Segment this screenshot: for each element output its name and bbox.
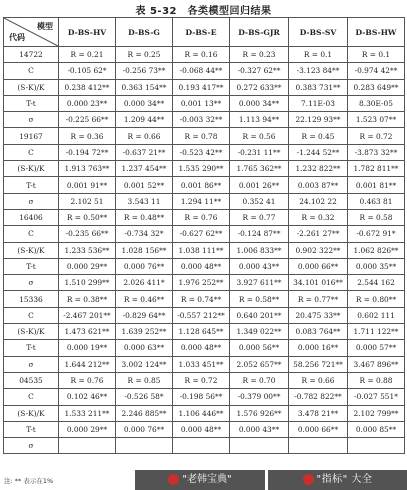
value-cell: -0.782 822** <box>289 389 348 405</box>
value-cell: -0.124 87** <box>230 226 289 242</box>
value-cell: 0.000 76** <box>116 421 173 437</box>
value-cell: 3.478 21** <box>289 405 348 421</box>
value-cell: -0.379 00** <box>230 389 289 405</box>
value-cell <box>116 438 173 454</box>
value-cell: -2.467 201** <box>59 307 116 323</box>
value-cell: 3.927 611** <box>230 275 289 291</box>
value-cell: 0.000 34** <box>116 95 173 111</box>
value-cell: R = 0.78 <box>173 128 230 144</box>
value-cell: R = 0.50** <box>59 209 116 225</box>
value-cell: 1.237 454** <box>116 161 173 177</box>
value-cell: 0.000 76** <box>116 258 173 274</box>
row-label-cell: 16406 <box>4 209 59 225</box>
value-cell: 0.000 16** <box>289 340 348 356</box>
value-cell: 1.510 299** <box>59 275 116 291</box>
table-row <box>4 95 405 111</box>
value-cell: R = 0.77** <box>289 291 348 307</box>
value-cell: 0.352 41 <box>230 193 289 209</box>
value-cell: R = 0.70 <box>230 372 289 388</box>
table-title: 表 5-32 各类模型回归结果 <box>135 6 272 17</box>
table-row <box>4 389 405 405</box>
row-label-cell: C <box>4 144 59 160</box>
corner-code-label: 代码 <box>9 32 25 42</box>
value-cell: -0.523 42** <box>173 144 230 160</box>
row-label-cell: T-t <box>4 340 59 356</box>
value-cell: 1.006 833** <box>230 242 289 258</box>
row-label-cell: (S-K)/K <box>4 161 59 177</box>
value-cell: -0.557 212** <box>173 307 230 323</box>
value-cell: -0.235 66** <box>59 226 116 242</box>
value-cell: 1.976 252** <box>173 275 230 291</box>
value-cell: 20.475 33** <box>289 307 348 323</box>
table-row <box>4 47 405 63</box>
value-cell: 0.000 85** <box>348 421 405 437</box>
value-cell: R = 0.46** <box>116 291 173 307</box>
value-cell: 0.000 43** <box>230 258 289 274</box>
value-cell: -0.225 66** <box>59 112 116 128</box>
value-cell: 0.193 417** <box>173 79 230 95</box>
table-row <box>4 356 405 372</box>
value-cell: -0.198 56** <box>173 389 230 405</box>
value-cell <box>289 438 348 454</box>
value-cell: R = 0.32 <box>289 209 348 225</box>
value-cell: -0.256 73** <box>116 63 173 79</box>
table-row <box>4 258 405 274</box>
value-cell: 0.001 26** <box>230 177 289 193</box>
value-cell: -1.244 52** <box>289 144 348 160</box>
value-cell: R = 0.21 <box>59 47 116 63</box>
value-cell: 1.294 11** <box>173 193 230 209</box>
value-cell: 0.383 731** <box>289 79 348 95</box>
value-cell: R = 0.36 <box>59 128 116 144</box>
row-label-cell: σ <box>4 112 59 128</box>
value-cell: 0.640 201** <box>230 307 289 323</box>
table-row <box>4 63 405 79</box>
value-cell: 1.711 122** <box>348 324 405 340</box>
value-cell <box>230 438 289 454</box>
value-cell: 1.033 451** <box>173 356 230 372</box>
value-cell: R = 0.85 <box>116 372 173 388</box>
value-cell: R = 0.23 <box>230 47 289 63</box>
value-cell: 2.026 411* <box>116 275 173 291</box>
value-cell: 0.000 57** <box>348 340 405 356</box>
value-cell: -0.627 62** <box>173 226 230 242</box>
value-cell: 1.576 926** <box>230 405 289 421</box>
row-label-cell: T-t <box>4 421 59 437</box>
value-cell: R = 0.77 <box>230 209 289 225</box>
value-cell: 0.003 87** <box>289 177 348 193</box>
value-cell: R = 0.76 <box>59 372 116 388</box>
value-cell: 0.602 111 <box>348 307 405 323</box>
watermark-left-text: "老韩宝典" <box>182 474 232 485</box>
value-cell: 3.467 896** <box>348 356 405 372</box>
value-cell <box>348 438 405 454</box>
value-cell: R = 0.16 <box>173 47 230 63</box>
value-cell: -0.734 32* <box>116 226 173 242</box>
value-cell: R = 0.1 <box>348 47 405 63</box>
row-label-cell: (S-K)/K <box>4 242 59 258</box>
corner-header-cell <box>4 18 59 47</box>
table-row <box>4 209 405 225</box>
value-cell <box>173 438 230 454</box>
value-cell: 0.102 46** <box>59 389 116 405</box>
row-label-cell: σ <box>4 193 59 209</box>
value-cell: -0.526 58* <box>116 389 173 405</box>
value-cell: 1.782 811** <box>348 161 405 177</box>
table-row <box>4 226 405 242</box>
row-label-cell: T-t <box>4 95 59 111</box>
column-header: D-BS-GJR <box>230 18 289 47</box>
row-label-cell: 15336 <box>4 291 59 307</box>
table-row <box>4 144 405 160</box>
table-row <box>4 421 405 437</box>
row-label-cell: C <box>4 226 59 242</box>
value-cell: -0.027 551* <box>348 389 405 405</box>
table-row <box>4 324 405 340</box>
value-cell: -2.261 27** <box>289 226 348 242</box>
value-cell: -0.672 91* <box>348 226 405 242</box>
header-row <box>4 18 405 47</box>
row-label-cell: C <box>4 307 59 323</box>
value-cell: 0.000 48** <box>173 421 230 437</box>
results-table <box>3 17 405 454</box>
value-cell: 0.363 154** <box>116 79 173 95</box>
value-cell: R = 0.88 <box>348 372 405 388</box>
value-cell: 1.765 362** <box>230 161 289 177</box>
value-cell: 0.902 322** <box>289 242 348 258</box>
column-header: D-BS-E <box>173 18 230 47</box>
value-cell: 0.000 48** <box>173 258 230 274</box>
wechat-icon <box>168 474 179 485</box>
value-cell: 0.000 35** <box>348 258 405 274</box>
table-row <box>4 340 405 356</box>
row-label-cell: (S-K)/K <box>4 79 59 95</box>
table-row <box>4 193 405 209</box>
value-cell: R = 0.72 <box>348 128 405 144</box>
row-label-cell: C <box>4 63 59 79</box>
value-cell: 1.535 290** <box>173 161 230 177</box>
row-label-cell: (S-K)/K <box>4 405 59 421</box>
value-cell: -0.003 32** <box>173 112 230 128</box>
row-label-cell: T-t <box>4 177 59 193</box>
watermark-right-text: "指标" 大全 <box>316 474 373 485</box>
value-cell: 2.102 51 <box>59 193 116 209</box>
table-row <box>4 372 405 388</box>
value-cell: R = 0.25 <box>116 47 173 63</box>
value-cell: 0.000 48** <box>173 340 230 356</box>
table-row <box>4 161 405 177</box>
corner-model-label: 模型 <box>37 21 53 31</box>
value-cell: -0.194 72** <box>59 144 116 160</box>
value-cell: 0.272 633** <box>230 79 289 95</box>
value-cell: 1.106 446** <box>173 405 230 421</box>
value-cell: R = 0.56 <box>230 128 289 144</box>
table-row <box>4 177 405 193</box>
value-cell: 1.209 44** <box>116 112 173 128</box>
value-cell: 3.543 11 <box>116 193 173 209</box>
value-cell: -0.974 42** <box>348 63 405 79</box>
table-row <box>4 307 405 323</box>
value-cell: 0.000 34** <box>230 95 289 111</box>
table-row <box>4 291 405 307</box>
wechat-icon <box>303 474 314 485</box>
value-cell: 0.000 63** <box>116 340 173 356</box>
value-cell: -3.123 84** <box>289 63 348 79</box>
value-cell: 0.000 19** <box>59 340 116 356</box>
value-cell: 2.052 657** <box>230 356 289 372</box>
watermark-right <box>268 470 407 490</box>
value-cell: 0.238 412** <box>59 79 116 95</box>
value-cell: 2.102 799** <box>348 405 405 421</box>
value-cell: 0.000 23** <box>59 95 116 111</box>
value-cell: 34.101 016** <box>289 275 348 291</box>
row-label-cell: σ <box>4 356 59 372</box>
table-row <box>4 112 405 128</box>
value-cell: 0.000 29** <box>59 258 116 274</box>
value-cell: 2.246 885** <box>116 405 173 421</box>
value-cell: R = 0.76 <box>173 209 230 225</box>
value-cell: R = 0.58 <box>348 209 405 225</box>
value-cell: 22.129 93** <box>289 112 348 128</box>
value-cell: 1.523 07** <box>348 112 405 128</box>
value-cell: 1.913 763** <box>59 161 116 177</box>
value-cell <box>59 438 116 454</box>
value-cell: -0.829 64** <box>116 307 173 323</box>
row-label-cell: 14722 <box>4 47 59 63</box>
value-cell: R = 0.66 <box>116 128 173 144</box>
table-row <box>4 242 405 258</box>
value-cell: 0.283 649** <box>348 79 405 95</box>
value-cell: 0.083 764** <box>289 324 348 340</box>
row-label-cell: σ <box>4 438 59 454</box>
value-cell: 0.463 81 <box>348 193 405 209</box>
value-cell: -0.637 21** <box>116 144 173 160</box>
value-cell: 1.639 252** <box>116 324 173 340</box>
value-cell: R = 0.58** <box>230 291 289 307</box>
value-cell: 0.000 66** <box>289 258 348 274</box>
value-cell: 1.232 822** <box>289 161 348 177</box>
value-cell: 0.001 52** <box>116 177 173 193</box>
row-label-cell: (S-K)/K <box>4 324 59 340</box>
value-cell: 8.30E-05 <box>348 95 405 111</box>
value-cell: 1.113 94** <box>230 112 289 128</box>
value-cell: 1.062 826** <box>348 242 405 258</box>
row-label-cell: 19167 <box>4 128 59 144</box>
watermark-left <box>135 470 265 490</box>
value-cell: 0.000 56** <box>230 340 289 356</box>
value-cell: 1.028 156** <box>116 242 173 258</box>
value-cell: 0.000 43** <box>230 421 289 437</box>
column-header: D-BS-G <box>116 18 173 47</box>
table-row <box>4 128 405 144</box>
value-cell: 1.349 022** <box>230 324 289 340</box>
value-cell: 0.001 86** <box>173 177 230 193</box>
footnote: 注: ** 表示在1% <box>4 477 54 485</box>
value-cell: R = 0.38** <box>59 291 116 307</box>
row-label-cell: C <box>4 389 59 405</box>
table-row <box>4 275 405 291</box>
value-cell: R = 0.80** <box>348 291 405 307</box>
table-row <box>4 405 405 421</box>
value-cell: R = 0.74** <box>173 291 230 307</box>
row-label-cell: 04535 <box>4 372 59 388</box>
value-cell: 0.000 29** <box>59 421 116 437</box>
column-header: D-BS-SV <box>289 18 348 47</box>
value-cell: 1.473 621** <box>59 324 116 340</box>
value-cell: -3.873 32** <box>348 144 405 160</box>
value-cell: 58.256 721** <box>289 356 348 372</box>
table-row <box>4 79 405 95</box>
value-cell: 1.038 111** <box>173 242 230 258</box>
value-cell: R = 0.45 <box>289 128 348 144</box>
value-cell: 0.001 91** <box>59 177 116 193</box>
value-cell: 1.128 645** <box>173 324 230 340</box>
row-label-cell: T-t <box>4 258 59 274</box>
value-cell: 1.533 211** <box>59 405 116 421</box>
value-cell: 7.11E-03 <box>289 95 348 111</box>
value-cell: 1.233 536** <box>59 242 116 258</box>
table-body <box>4 47 405 454</box>
value-cell: 2.544 162 <box>348 275 405 291</box>
value-cell: 3.002 124** <box>116 356 173 372</box>
value-cell: 0.001 81** <box>348 177 405 193</box>
column-header: D-BS-HW <box>348 18 405 47</box>
value-cell: R = 0.48** <box>116 209 173 225</box>
row-label-cell: σ <box>4 275 59 291</box>
value-cell: R = 0.66 <box>289 372 348 388</box>
value-cell: -0.231 11** <box>230 144 289 160</box>
value-cell: R = 0.1 <box>289 47 348 63</box>
value-cell: 1.644 212** <box>59 356 116 372</box>
value-cell: -0.068 44** <box>173 63 230 79</box>
value-cell: -0.105 62* <box>59 63 116 79</box>
value-cell: 0.001 13** <box>173 95 230 111</box>
value-cell: R = 0.72 <box>173 372 230 388</box>
column-header: D-BS-HV <box>59 18 116 47</box>
value-cell: -0.327 62** <box>230 63 289 79</box>
value-cell: 0.000 66** <box>289 421 348 437</box>
table-row <box>4 438 405 454</box>
value-cell: 24.102 22 <box>289 193 348 209</box>
